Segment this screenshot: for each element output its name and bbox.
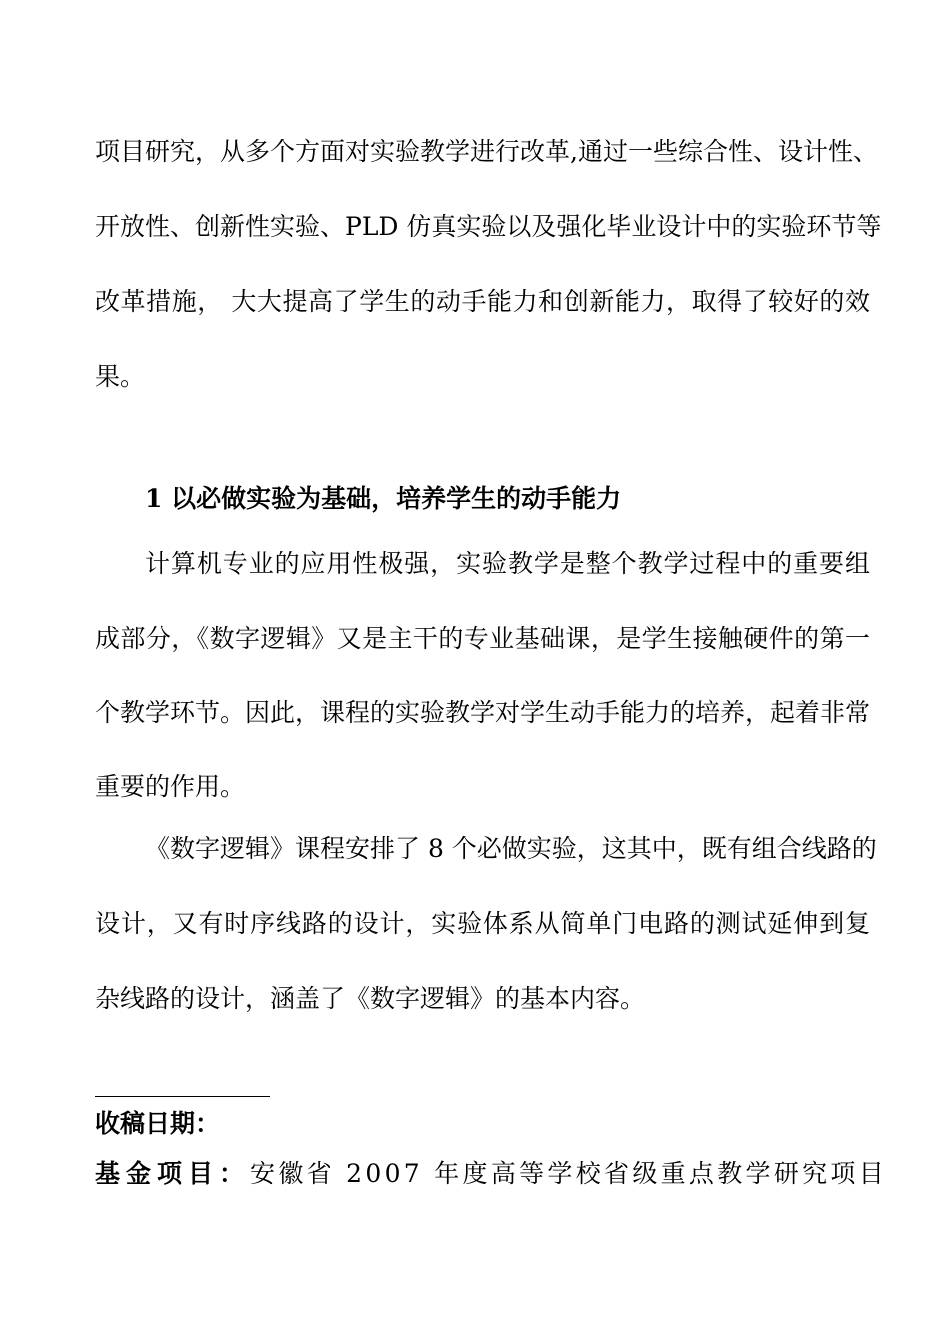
received-label: 收稿日期： [95,1109,221,1138]
intro-line-1: 项目研究，从多个方面对实验教学进行改革,通过一些综合性、设计性、 [95,137,878,166]
footnote-received [95,1107,870,1141]
footnote-fund [95,1157,888,1191]
intro-line-3: 改革措施， 大大提高了学生的动手能力和创新能力，取得了较好的效 [95,287,870,316]
para2-line-3: 杂线路的设计，涵盖了《数字逻辑》的基本内容。 [95,984,646,1013]
para1-line-1: 计算机专业的应用性极强，实验教学是整个教学过程中的重要组 [145,549,870,578]
para1-line-2: 成部分，《数字逻辑》又是主干的专业基础课，是学生接触硬件的第一 [95,624,870,653]
footnote-rule [95,1096,270,1097]
para1-line-3: 个教学环节。因此，课程的实验教学对学生动手能力的培养，起着非常 [95,698,871,727]
intro-line-2: 开放性、创新性实验、PLD 仿真实验以及强化毕业设计中的实验环节等 [95,212,882,241]
intro-line-4: 果。 [95,362,146,391]
para2-line-2: 设计，又有时序线路的设计，实验体系从简单门电路的测试延伸到复 [95,909,870,938]
fund-label: 基金项目： [95,1159,251,1188]
fund-text: 安徽省 2007 年度高等学校省级重点教学研究项目 [250,1159,888,1188]
para1-line-4: 重要的作用。 [95,772,246,801]
section-heading: 1 以必做实验为基础，培养学生的动手能力 [145,484,622,513]
para2-line-1: 《数字逻辑》课程安排了 8 个必做实验，这其中，既有组合线路的 [145,834,877,863]
